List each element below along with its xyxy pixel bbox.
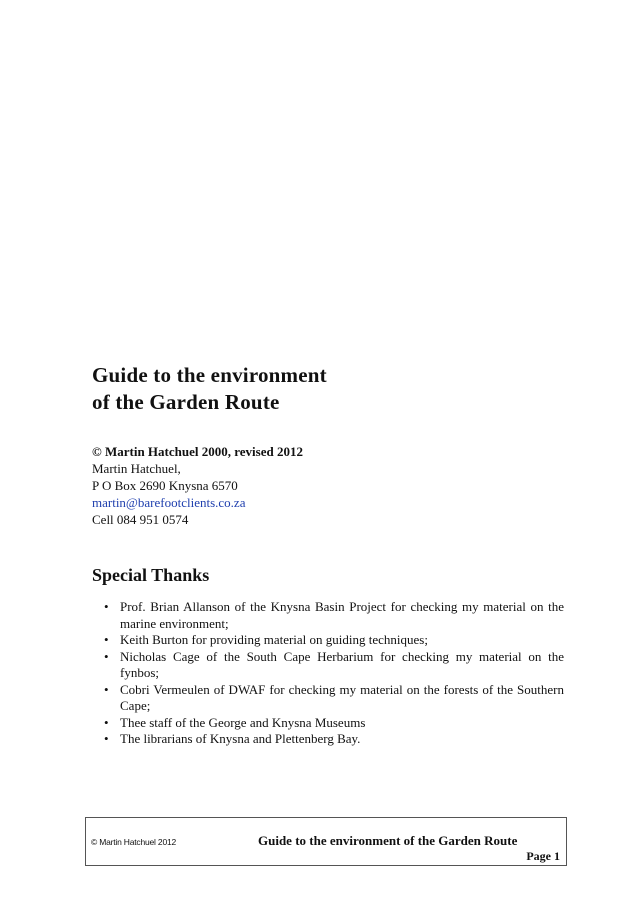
bullet-icon: • <box>104 731 109 746</box>
bullet-icon: • <box>104 714 109 730</box>
list-item <box>104 599 564 632</box>
bullet-icon: • <box>104 632 109 647</box>
copyright-notice: © Martin Hatchuel 2000, revised 2012 <box>92 444 303 459</box>
special-thanks-heading: Special Thanks <box>92 565 210 585</box>
email-link[interactable]: martin@barefootclients.co.za <box>92 495 246 510</box>
list-item <box>104 715 564 732</box>
thanks-text: Keith Burton for providing material on guiding techniques; <box>120 632 428 647</box>
footer-title: Guide to the environment of the Garden Route <box>258 833 518 848</box>
author-name: Martin Hatchuel, <box>92 461 181 476</box>
title-line-2: of the Garden Route <box>92 390 280 414</box>
bullet-icon: • <box>104 681 109 697</box>
page-number: Page 1 <box>526 849 560 863</box>
document-title <box>92 362 327 416</box>
list-item <box>104 632 564 649</box>
postal-address: P O Box 2690 Knysna 6570 <box>92 478 238 493</box>
list-item <box>104 649 564 682</box>
bullet-icon: • <box>104 599 109 614</box>
cell-number: Cell 084 951 0574 <box>92 512 189 527</box>
title-line-1: Guide to the environment <box>92 363 327 387</box>
thanks-list <box>104 599 564 748</box>
thanks-text: Prof. Brian Allanson of the Knysna Basin Project for checking my material on the marine environment; <box>120 599 564 631</box>
thanks-text: Nicholas Cage of the South Cape Herbarium for checking my material on the fynbos; <box>120 648 564 680</box>
bullet-icon: • <box>104 648 109 664</box>
list-item <box>104 731 564 748</box>
list-item <box>104 682 564 715</box>
thanks-text: Thee staff of the George and Knysna Museums <box>120 714 366 730</box>
contact-block <box>92 443 303 528</box>
page-footer <box>85 817 567 866</box>
footer-copyright: © Martin Hatchuel 2012 <box>91 837 177 847</box>
thanks-text: The librarians of Knysna and Plettenberg Bay. <box>120 731 361 746</box>
thanks-text: Cobri Vermeulen of DWAF for checking my material on the forests of the Southern Cape; <box>120 681 564 713</box>
